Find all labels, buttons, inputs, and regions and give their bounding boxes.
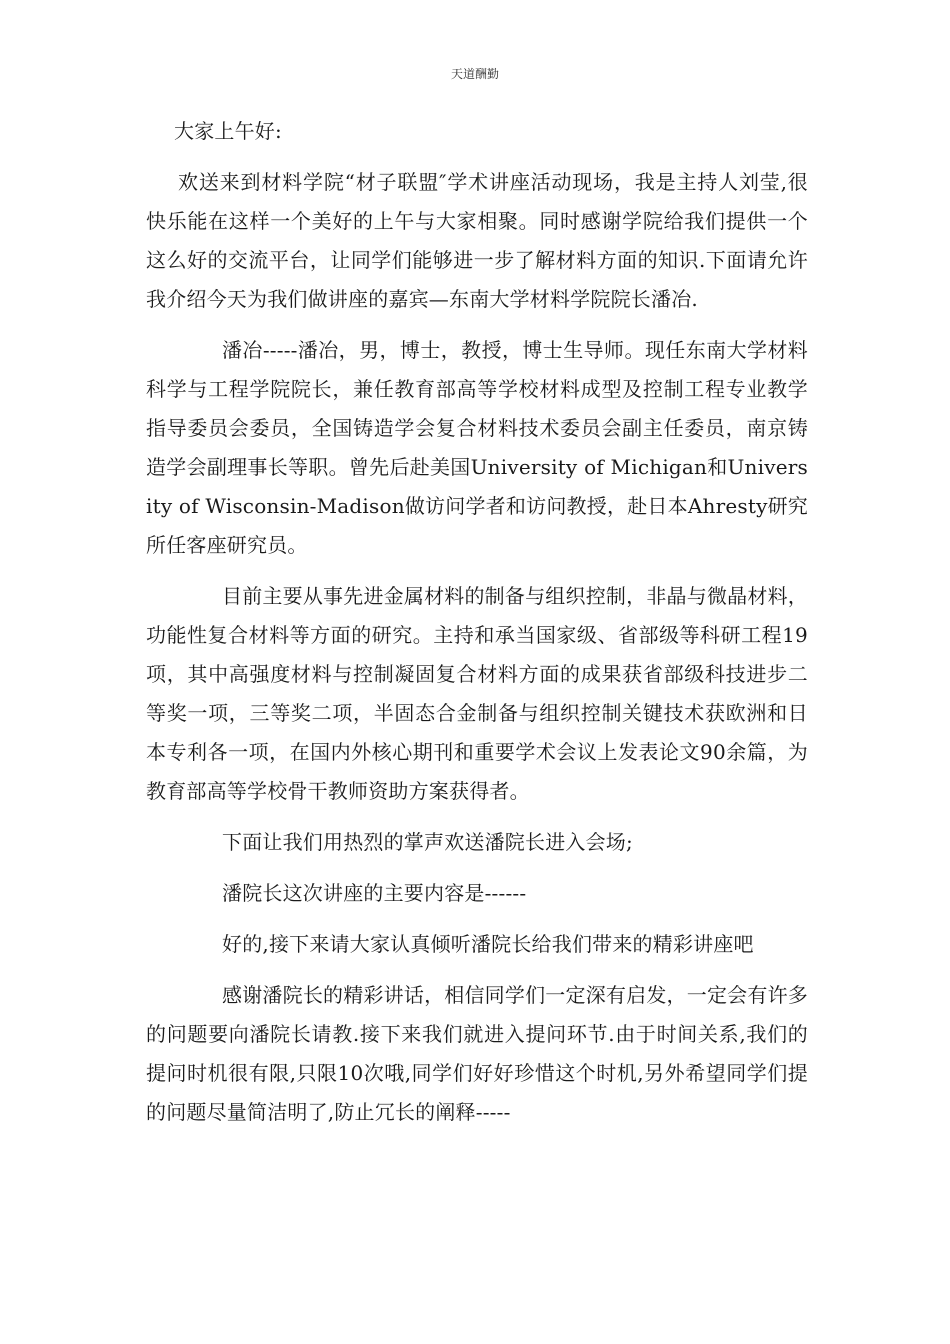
document-body (146, 112, 808, 1132)
page-header: 天道酬勤 (450, 67, 499, 81)
paragraph-welcome: 下面让我们用热烈的掌声欢送潘院长进入会场; (222, 830, 633, 854)
paragraph-lecture: 好的,接下来请大家认真倾听潘院长给我们带来的精彩讲座吧 (222, 932, 754, 956)
paragraph-research: 目前主要从事先进金属材料的制备与组织控制，非晶与微晶材料，功能性复合材料等方面的研究。主持和承当国家级、省部级等科研工程19项，其中高强度材料与控制凝固复合材料方面的成果获省部级科技进步二等奖一项，三等奖二项，半固态合金制备与组织控制关键技术获欧洲和日本专利各一项，在国内外核心期刊和重要学术会议上发表论文90余篇，为教育部高等学校骨干教师资助方案获得者。 (146, 584, 808, 803)
greeting: 大家上午好: (174, 119, 282, 143)
paragraph-topic: 潘院长这次讲座的主要内容是------ (222, 881, 527, 905)
paragraph-bio: 潘冶-----潘冶，男，博士，教授，博士生导师。现任东南大学材料科学与工程学院院长，兼任教育部高等学校材料成型及控制工程专业教学指导委员会委员，全国铸造学会复合材料技术委员会副主任委员，南京铸造学会副理事长等职。曾先后赴美国University of Michigan和University of Wisconsin-Madison做访问学者和访问教授，赴日本Ahresty研究所任客座研究员。 (146, 338, 808, 557)
paragraph-qa: 感谢潘院长的精彩讲话，相信同学们一定深有启发，一定会有许多的问题要向潘院长请教.接下来我们就进入提问环节.由于时间关系,我们的提问时机很有限,只限10次哦,同学们好好珍惜这个时机,另外希望同学们提的问题尽量简洁明了,防止冗长的阐释----- (146, 983, 808, 1124)
paragraph-intro: 欢送来到材料学院“材子联盟″学术讲座活动现场，我是主持人刘莹,很快乐能在这样一个美好的上午与大家相聚。同时感谢学院给我们提供一个这么好的交流平台，让同学们能够进一步了解材料方面的知识.下面请允许我介绍今天为我们做讲座的嘉宾—东南大学材料学院院长潘冶. (146, 170, 808, 311)
